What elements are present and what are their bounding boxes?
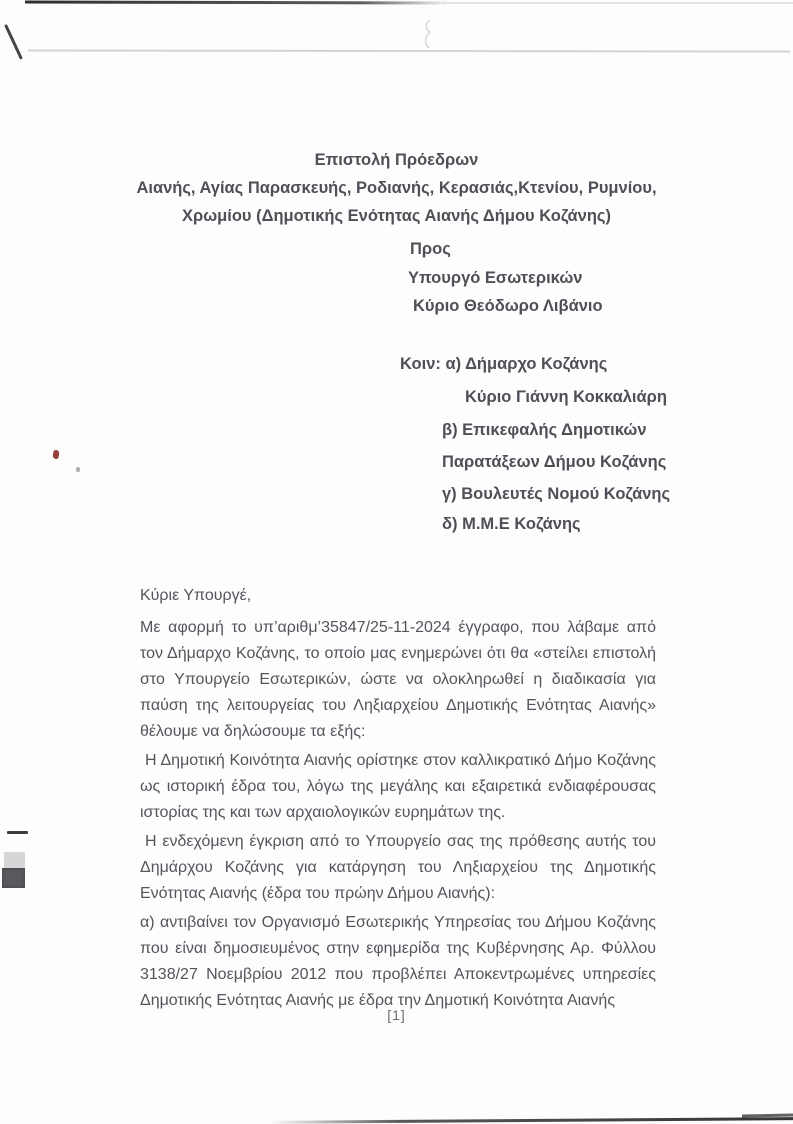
paragraph-1: Με αφορμή το υπ’αριθμ’35847/25-11-2024 έγγραφο, που λάβαμε από τον Δήμαρχο Κοζάνης, το οποίο μας ενημερώνει ότι θα «στείλει επιστολή στο Υπουργείο Εσωτερικών, ώστε να ολοκληρωθεί η διαδικασία για παύση της λειτουργείας του Ληξιαρχείου Δημοτικής Ενότητας Αιανής» θέλουμε να δηλώσουμε τα εξής:: [140, 619, 656, 740]
letter-title: [0, 146, 793, 230]
page-number: [1]: [387, 1007, 406, 1023]
recipient-title: Υπουργό Εσωτερικών: [408, 268, 583, 287]
scan-artifact-left-block-light: [4, 852, 25, 868]
scan-artifact-red-speck: [52, 450, 59, 460]
to-label: Προς: [410, 240, 451, 258]
recipient-name: Κύριο Θεόδωρο Λιβάνιο: [413, 297, 603, 315]
letter-body: [140, 583, 656, 1017]
cc-line-party-heads: β) Επικεφαλής Δημοτικών: [442, 421, 647, 439]
scan-edge-top-faint: [443, 2, 793, 4]
scan-artifact-gray-speck: [76, 467, 80, 472]
cc-line-mayor-name: Κύριο Γιάννη Κοκκαλιάρη: [465, 388, 667, 406]
paragraph-4: α) αντιβαίνει τον Οργανισμό Εσωτερικής Υπηρεσίας του Δήμου Κοζάνης που είναι δημοσιευμένος στην εφημερίδα της Κυβέρνησης Αρ. Φύλλου 3138/27 Νοεμβρίου 2012 που προβλέπει Αποκεντρωμένες υπηρεσίες Δημοτικής Ενότητας Αιανής με έδρα την Δημοτική Κοινότητα Αιανής: [140, 914, 656, 1009]
cc-line-mayor: Κοιν: α) Δήμαρχο Κοζάνης: [400, 355, 608, 373]
title-line-1: Επιστολή Πρόεδρων: [314, 151, 479, 169]
recipient-block: [408, 235, 603, 321]
scan-artifact-pencil-squiggle: [420, 18, 436, 50]
scan-edge-top: [25, 0, 445, 4]
scan-artifact-diagonal-stroke: [4, 24, 22, 59]
title-line-3: Χρωμίου (Δημοτικής Ενότητας Αιανής Δήμου Κοζάνης): [182, 207, 611, 225]
scan-artifact-left-dash: [7, 831, 28, 834]
scan-edge-bottom: [270, 1117, 793, 1124]
scan-artifact-left-block-dark: [2, 868, 25, 888]
paragraph-3: Η ενδεχόμενη έγκριση από το Υπουργείο σας της πρόθεσης αυτής του Δημάρχου Κοζάνης για κατάργηση του Ληξιαρχείου της Δημοτικής Ενότητας Αιανής (έδρα του πρώην Δήμου Αιανής):: [140, 833, 656, 902]
cc-line-media: δ) Μ.Μ.Ε Κοζάνης: [442, 515, 581, 533]
paragraph-2: Η Δημοτική Κοινότητα Αιανής ορίστηκε στον καλλικρατικό Δήμο Κοζάνης ως ιστορική έδρα του, λόγω της μεγάλης και εξαιρετικά ενδιαφέρουσας ιστορίας της και των αρχαιολογικών ευρημάτων της.: [140, 752, 656, 821]
title-line-2: Αιανής, Αγίας Παρασκευής, Ροδιανής, Κερασιάς,Κτενίου, Ρυμνίου,: [136, 179, 657, 197]
cc-line-party-heads-2: Παρατάξεων Δήμου Κοζάνης: [442, 453, 667, 471]
salutation: Κύριε Υπουργέ,: [140, 587, 252, 604]
scan-artifact-hairline: [28, 49, 790, 52]
cc-line-mps: γ) Βουλευτές Νομού Κοζάνης: [442, 485, 671, 503]
